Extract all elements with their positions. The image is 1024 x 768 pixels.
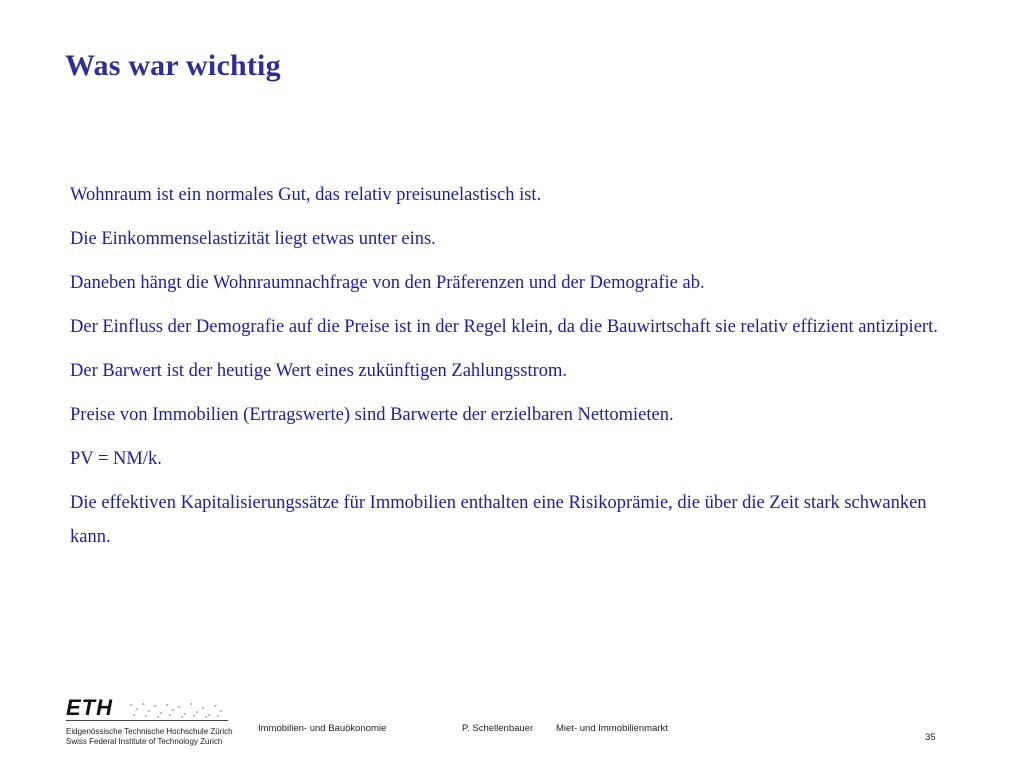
eth-logo-divider <box>66 720 228 721</box>
eth-wordmark: ETH <box>66 695 113 720</box>
bullet-item: Daneben hängt die Wohnraumnachfrage von den Präferenzen und der Demografie ab. <box>70 273 705 293</box>
bullet-item: Die Einkommenselastizität liegt etwas unter eins. <box>70 229 436 249</box>
footer-topic: Miet- und Immobilienmarkt <box>556 723 668 734</box>
bullet-item: Die effektiven Kapitalisierungssätze für Immobilien enthalten eine Risikoprämie, die über die Zeit stark schwanken kann. <box>70 493 927 547</box>
eth-name-english: Swiss Federal Institute of Technology Zurich <box>66 737 223 746</box>
eth-logo <box>66 695 236 746</box>
bullet-item: Wohnraum ist ein normales Gut, das relativ preisunelastisch ist. <box>70 185 542 205</box>
footer-course: Immobilien- und Bauökonomie <box>258 723 387 734</box>
eth-dot-pattern-icon <box>128 702 228 718</box>
slide-title: Was war wichtig <box>65 49 281 82</box>
bullet-list <box>70 178 970 564</box>
eth-name-german: Eidgenössische Technische Hochschule Zürich <box>66 727 233 736</box>
bullet-item: Der Einfluss der Demografie auf die Preise ist in der Regel klein, da die Bauwirtschaft sie relativ effizient antizipiert. <box>70 317 938 337</box>
footer-author: P. Schellenbauer <box>462 723 534 734</box>
slide-footer <box>0 690 1024 768</box>
bullet-item: Der Barwert ist der heutige Wert eines zukünftigen Zahlungsstrom. <box>70 361 568 381</box>
bullet-item: Preise von Immobilien (Ertragswerte) sind Barwerte der erzielbaren Nettomieten. <box>70 405 674 425</box>
bullet-item: PV = NM/k. <box>70 449 162 469</box>
page-number: 35 <box>925 732 936 743</box>
